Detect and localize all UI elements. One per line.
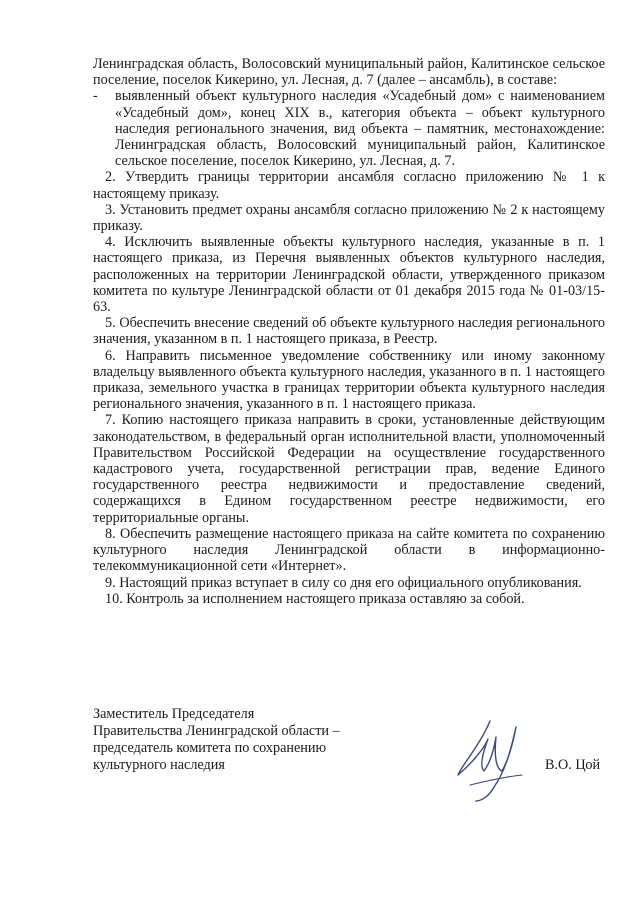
item-3: 3. Установить предмет охраны ансамбля согласно приложению № 2 к настоящему приказу. <box>93 201 605 235</box>
handwritten-signature <box>450 715 540 805</box>
signatory-position <box>93 706 393 774</box>
position-line: Заместитель Председателя <box>93 706 255 722</box>
item-6: 6. Направить письменное уведомление собственнику или иному законному владельцу выявленного объекта культурного наследия, указанного в п. 1 настоящего приказа, земельного участка в границах территории объекта культурного наследия регионального значения, указанного в п. 1 настоящего приказа. <box>93 347 605 413</box>
item-10: 10. Контроль за исполнением настоящего приказа оставляю за собой. <box>105 590 525 607</box>
item-4: 4. Исключить выявленные объекты культурного наследия, указанные в п. 1 настоящего приказа, из Перечня выявленных объектов культурного наследия, расположенных на территории Ленинградской области, утвержденного приказом комитета по культуре Ленинградской области от 01 декабря 2015 года № 01-03/15-63. <box>93 234 605 316</box>
item-2: 2. Утвердить границы территории ансамбля согласно приложению № 1 к настоящему приказу. <box>93 169 605 202</box>
item-8: 8. Обеспечить размещение настоящего приказа на сайте комитета по сохранению культурного наследия Ленинградской области в информационно-телекоммуникационной сети «Интернет». <box>93 525 605 575</box>
position-line: Правительства Ленинградской области – <box>93 723 340 739</box>
item-5: 5. Обеспечить внесение сведений об объекте культурного наследия регионального значения, указанном в п. 1 настоящего приказа, в Реестр. <box>93 315 605 348</box>
signer-name: В.О. Цой <box>545 757 601 773</box>
bullet-text: выявленный объект культурного наследия «Усадебный дом» с наименованием «Усадебный дом», конец XIX в., категория объекта – объект культурного наследия регионального значения, вид объекта – памятник, местонахождение: Ленинградская область, Волосовский муниципальный район, Калитинское сельское поселение, поселок Кикерино, ул. Лесная, д. 7. <box>115 88 605 170</box>
intro-paragraph: Ленинградская область, Волосовский муниципальный район, Калитинское сельское поселение, поселок Кикерино, ул. Лесная, д. 7 (далее – ансамбль), в составе: <box>93 56 605 89</box>
document-body <box>93 56 605 607</box>
item-7: 7. Копию настоящего приказа направить в сроки, установленные действующим законодательством, в федеральный орган исполнительной власти, уполномоченный Правительством Российской Федерации на осуществление государственного кадастрового учета, государственной регистрации прав, ведение Единого государственного реестра недвижимости и предоставление сведений, содержащихся в Едином государственном реестре недвижимости, его территориальные органы. <box>93 412 605 526</box>
position-line: культурного наследия <box>93 757 225 773</box>
item-9: 9. Настоящий приказ вступает в силу со дня его официального опубликования. <box>105 574 582 591</box>
bullet-item <box>93 88 605 169</box>
position-line: председатель комитета по сохранению <box>93 740 327 756</box>
bullet-mark: - <box>93 88 98 105</box>
